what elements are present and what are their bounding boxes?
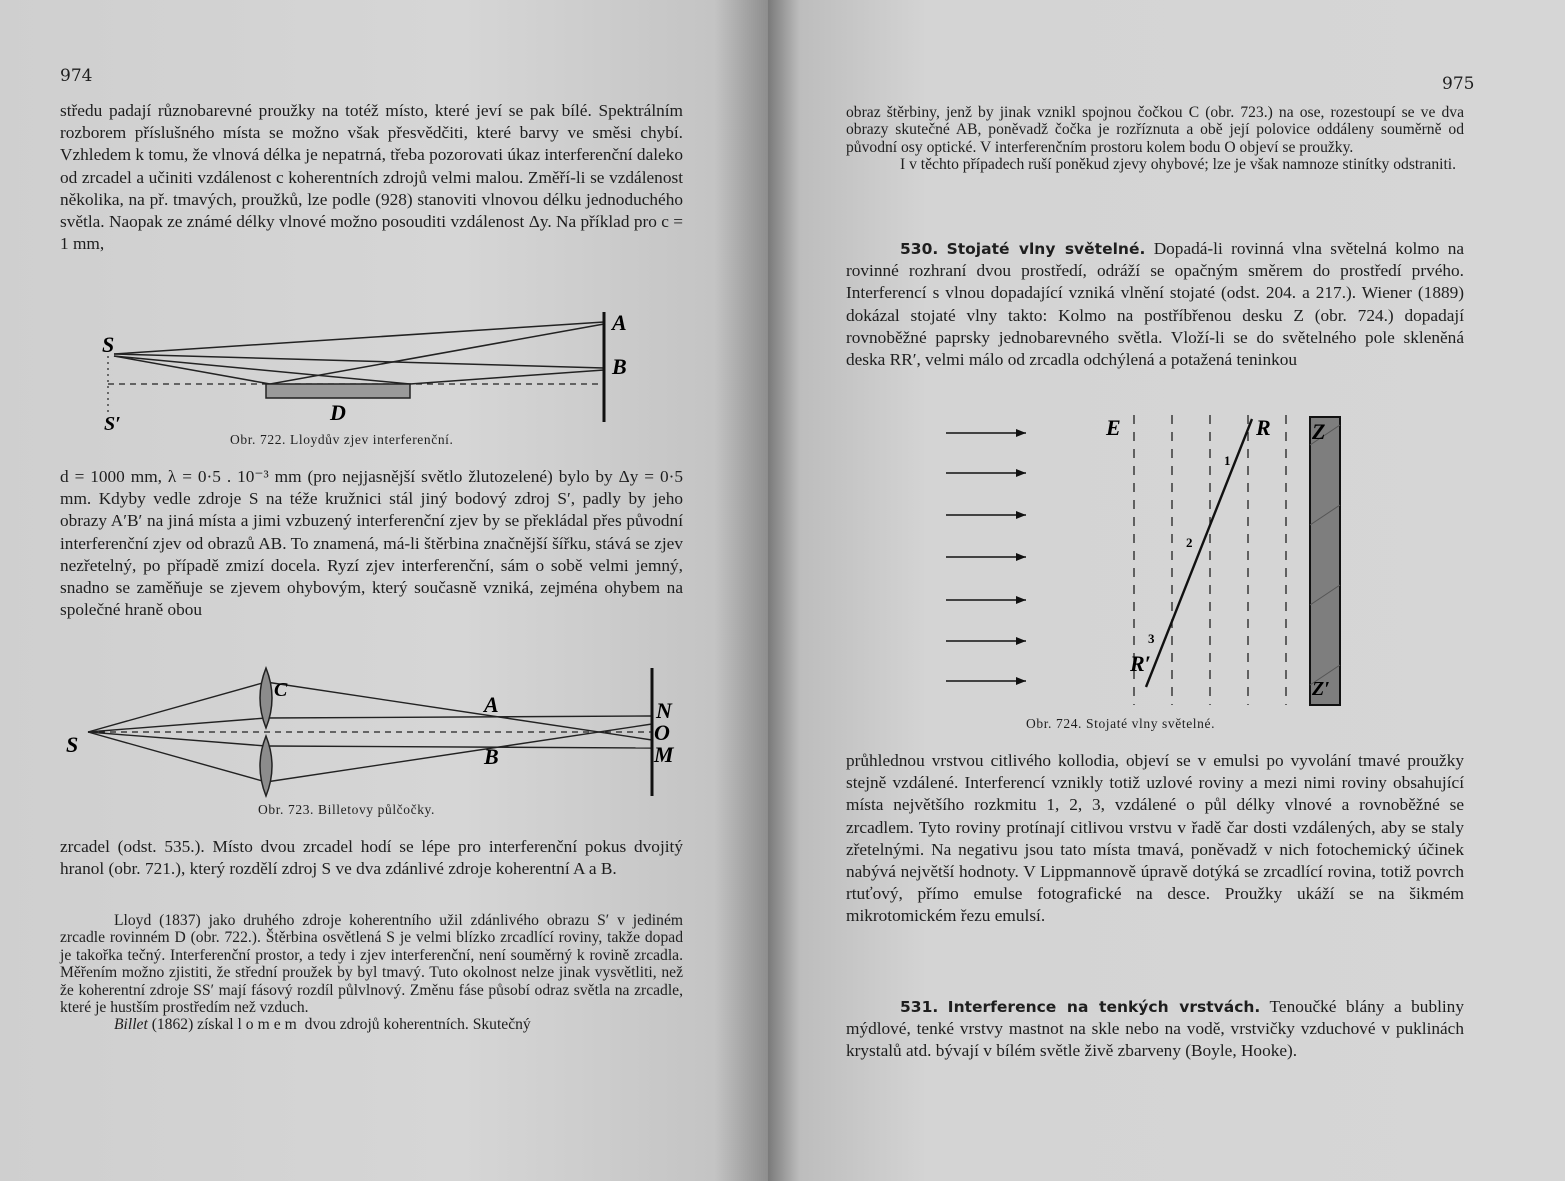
spaced-word: lomem xyxy=(237,1016,301,1034)
label: E xyxy=(1106,415,1121,440)
mirror-D xyxy=(266,384,410,398)
text-line: zrcadel (odst. 535.). Místo dvou zrcadel hodí se lépe pro interferenční pokus dvojitý hranol (obr. 721.), který rozdělí zdroj S ve dva zdánlivé zdroje koherentní A a B. xyxy=(60,837,683,879)
section-530 xyxy=(846,238,1464,371)
section-text: Dopadá-li rovinná vlna světelná kolmo na rovinné rozhraní dvou prostředí, odráží se opačným směrem do prostředí prvého. Interferencí s vlnou dopadající vzniká vlnění stojaté (odst. 204. a 217.). Wiener (1889) dokázal stojaté vlny takto: Kolmo na postříbřenou desku Z (obr. 724.) dopadají rovnoběžné paprsky jednobarevného světla. Vloží-li se do světelného pole skleněná deska RR′, velmi málo od zrcadla odchýlená a potažená teninkou xyxy=(846,239,1465,370)
text-line xyxy=(846,996,1464,1063)
paragraph xyxy=(60,100,683,255)
text-line xyxy=(60,1016,683,1033)
section-text: Tenoučké blány a bubliny mýdlové, tenké vrstvy mastnot na skle nebo na vodě, vrstvičky vzduchové v puklinách krystalů atd. bývají v bílém světle živě zbarveny (Boyle, Hooke). xyxy=(846,997,1464,1061)
paragraph xyxy=(60,466,683,621)
section-title: Interference na tenkých vrstvách. xyxy=(947,998,1261,1016)
figure-724-standing-waves xyxy=(938,405,1358,710)
label: A xyxy=(484,692,499,717)
glass-plate-RR xyxy=(1146,419,1252,687)
label: R xyxy=(1256,415,1271,440)
text-line: Lloyd (1837) jako druhého zdroje koherentního užil zdánlivého obrazu S′ v jediném zrcadle rovinném D (obr. 722.). Štěrbina osvětlená S je velmi blízko zrcadlící roviny, takže dopad je takořka tečný. Interferenční prostor, a tedy i zjev interferenční, není souměrný k rovině zrcadla. Měřením možno zjistiti, že střední proužek by byl tmavý. Tuto okolnost nelze jinak vysvětliti, než že koherentní zdroje SS′ mají fásový rozdíl půlvlnový. Změnu fáse působí odraz světla na zrcadle, které je hustším prostředím než vzduch. xyxy=(60,912,683,1017)
ray xyxy=(266,724,652,782)
label: Z xyxy=(1312,419,1326,444)
text-span: dvou zdrojů koherentních. Skutečný xyxy=(304,1016,531,1034)
figure-caption: Obr. 724. Stojaté vlny světelné. xyxy=(1026,716,1216,731)
label: 1 xyxy=(1224,453,1231,468)
label: M xyxy=(654,742,674,767)
ray xyxy=(266,682,652,740)
ray xyxy=(266,746,652,748)
page-number: 974 xyxy=(60,66,93,86)
label: S xyxy=(66,732,79,757)
text-line: d = 1000 mm, λ = 0·5 . 10⁻³ mm (pro nejjasnější světlo žlutozelené) bylo by Δy = 0·5 mm. Kdyby vedle zdroje S na téže kružnici stál jiný bodový zdroj S′, padly by jeho obrazy A′B′ na jiná místa a jimi vzbuzený interferenční zjev by se překládal přes původní interferenční zjev od obrazů AB. To znamená, má-li štěrbina značnější šířku, stává se zjev nezřetelný, po případě zmizí docela. Ryzí zjev interferenční, sám o sobě velmi jemný, snadno se zaměňuje se zjevem ohybovým, který současně vzniká, zejména ohybem na společné hraně obou xyxy=(60,467,683,620)
paragraph-small xyxy=(846,104,1464,174)
figure-caption: Obr. 723. Billetovy půlčočky. xyxy=(258,802,436,817)
left-page xyxy=(0,0,768,1181)
silver-mirror-Z xyxy=(1310,417,1340,705)
ray xyxy=(114,356,410,384)
label: 3 xyxy=(1148,631,1155,646)
text-line: obraz štěrbiny, jenž by jinak vznikl spojnou čočkou C (obr. 723.) na ose, rozestoupí se ve dva obrazy skutečné AB, poněvadž čočka je rozříznuta a obě její polovice oddáleny souměrně od původní osy optické. V interferenčním prostoru kolem bodu O objeví se proužky. xyxy=(846,104,1464,156)
ray xyxy=(114,322,604,354)
label: D xyxy=(330,400,346,425)
label: S xyxy=(102,332,115,357)
section-number: 531. xyxy=(900,998,939,1016)
label: O xyxy=(654,720,670,745)
figure-723-billet xyxy=(60,660,700,800)
page-number: 975 xyxy=(1442,74,1475,94)
label: B xyxy=(612,354,627,379)
text-line: průhlednou vrstvou citlivého kollodia, objeví se v emulsi po vyvolání tmavé proužky stejně vzdálené. Interferencí vznikly totiž uzlové roviny a mezi nimi roviny obsahující místa největšího rozkmitu 1, 2, 3, vzdálené o půl délky vlnové a rovnoběžné se zrcadlem. Tyto roviny protínají citlivou vrstvu v řadě čar dosti vzdálených, aby se staly zřetelnými. Na negativu jsou tato místa tmavá, poněvadž v nich fotochemický účinek nabývá největší hodnoty. V Lippmannově úpravě dotýká se zrcadlící rovina, totiž povrch rtuťový, přímo emulse fotografické na desce. Proužky ukáží se na šikmém mikrotomickém řezu emulsí. xyxy=(846,751,1464,926)
ray xyxy=(266,716,652,718)
paragraph xyxy=(60,836,683,880)
text-line: středu padají různobarevné proužky na totéž místo, které jeví se pak bílé. Spektrálním rozborem příslušného místa se možno však přesvědčiti, které barvy ve směsi chybí. Vzhledem k tomu, že vlnová délka je nepatrná, třeba pozorovati úkaz interferenční daleko od zrcadel a učiniti vzdálenost c koherentních zdrojů velmi malou. Změří-li se vzdálenost několika, na př. tmavých, proužků, lze podle (928) stanoviti vlnovou délku jednoduchého světla. Naopak ze známé délky vlnové možno posouditi vzdálenost Δy. Na příklad pro c = 1 mm, xyxy=(60,101,683,254)
figure-caption: Obr. 722. Lloydův zjev interferenční. xyxy=(230,432,454,447)
paragraph xyxy=(846,750,1464,928)
ray xyxy=(114,356,270,384)
section-title: Stojaté vlny světelné. xyxy=(946,240,1146,258)
label: Z′ xyxy=(1312,678,1330,700)
label: 2 xyxy=(1186,535,1193,550)
incident-arrows xyxy=(946,429,1026,685)
label: A xyxy=(612,310,627,335)
paragraph-small xyxy=(60,912,683,1034)
text-line xyxy=(846,238,1464,371)
text-span: (1862) získal xyxy=(151,1016,234,1034)
label: B xyxy=(484,744,499,769)
section-number: 530. xyxy=(900,240,939,258)
label: R′ xyxy=(1130,651,1151,676)
label: C xyxy=(274,679,288,701)
label: N xyxy=(656,698,672,723)
ray xyxy=(410,370,604,384)
ray xyxy=(114,354,604,368)
label: S′ xyxy=(104,413,121,435)
author-name: Billet xyxy=(114,1016,148,1034)
text-line: I v těchto případech ruší poněkud zjevy ohybové; lze je však namnoze stinítky odstraniti. xyxy=(900,156,1457,174)
section-531 xyxy=(846,996,1464,1063)
right-page xyxy=(768,0,1565,1181)
